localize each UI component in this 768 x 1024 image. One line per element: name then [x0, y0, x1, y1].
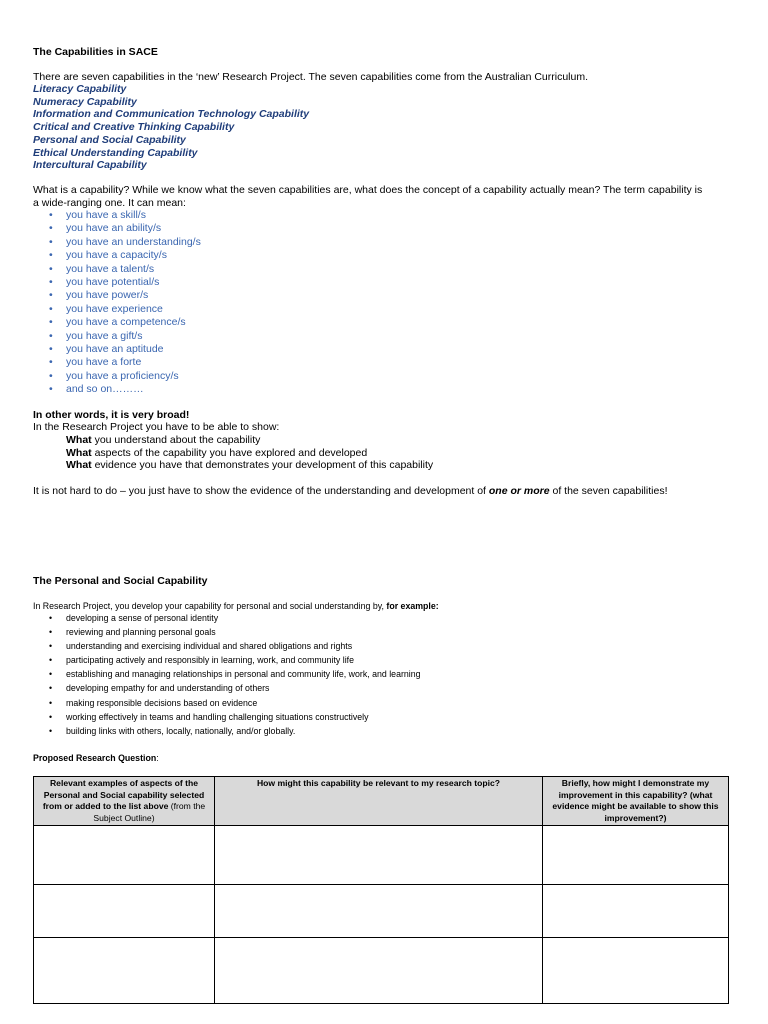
list-item: • you have a skill/s: [33, 209, 738, 222]
list-item: • developing empathy for and understanding of others: [33, 681, 738, 695]
capability-item: Numeracy Capability: [33, 95, 137, 108]
list-item: • you have a competence/s: [33, 316, 738, 329]
capability-item: Critical and Creative Thinking Capability: [33, 121, 235, 134]
list-item: • you have a talent/s: [33, 263, 738, 276]
header-demonstrate-improvement: Briefly, how might I demonstrate my improvement in this capability? (what evidence might be available to show this improvement?): [543, 777, 729, 826]
show-list: [33, 434, 738, 472]
list-item: • participating actively and responsibly in learning, work, and community life: [33, 653, 738, 667]
table-header-row: [34, 777, 729, 826]
header-text-normal: (from the Subject Outline): [93, 801, 206, 823]
capabilities-list: [33, 83, 738, 172]
list-item: • you have a capacity/s: [33, 249, 738, 262]
show-item-lead: What: [66, 434, 92, 446]
show-intro: In the Research Project you have to be able to show:: [33, 421, 280, 433]
question-line: What is a capability? While we know what the seven capabilities are, what does the concept of a capability actually mean? The term capability is: [33, 184, 703, 196]
show-item-rest: aspects of the capability you have explored and developed: [91, 446, 368, 459]
header-relevance: How might this capability be relevant to my research topic?: [215, 777, 543, 826]
show-item: [33, 459, 738, 472]
list-item: • you have a forte: [33, 356, 738, 369]
capability-item: Literacy Capability: [33, 83, 127, 95]
personal-social-examples-list: [33, 611, 738, 738]
show-item: [33, 434, 738, 447]
list-item: • you have a gift/s: [33, 330, 738, 343]
show-item: [33, 447, 738, 460]
proposed-label: Proposed Research Question: [33, 753, 157, 763]
show-item-rest: you understand about the capability: [91, 434, 261, 446]
proposed-research-question-label: [33, 753, 738, 763]
list-item: • making responsible decisions based on evidence: [33, 696, 738, 710]
intro-bold: for example:: [386, 601, 439, 611]
list-item: • you have a proficiency/s: [33, 370, 738, 383]
table-row: [34, 938, 729, 1004]
table-cell[interactable]: [543, 938, 729, 1004]
list-item: • you have an understanding/s: [33, 236, 738, 249]
table-cell[interactable]: [34, 885, 215, 938]
header-relevant-examples: [34, 777, 215, 826]
closing-text: It is not hard to do – you just have to show the evidence of the understanding and development of: [33, 485, 489, 497]
closing-text-end: of the seven capabilities!: [549, 485, 668, 497]
list-item: • building links with others, locally, nationally, and/or globally.: [33, 724, 738, 738]
list-item: • you have power/s: [33, 289, 738, 302]
proposed-colon: :: [156, 753, 159, 763]
table-cell[interactable]: [215, 885, 543, 938]
section-title-capabilities: The Capabilities in SACE: [33, 46, 158, 58]
capability-meanings-list: [33, 209, 738, 397]
table-cell[interactable]: [543, 826, 729, 885]
show-item-lead: What: [66, 446, 92, 459]
list-item: • you have potential/s: [33, 276, 738, 289]
table-cell[interactable]: [215, 826, 543, 885]
list-item: • understanding and exercising individual and shared obligations and rights: [33, 639, 738, 653]
capability-item: Intercultural Capability: [33, 159, 147, 172]
table-row: [34, 826, 729, 885]
capability-item: Information and Communication Technology Capability: [33, 108, 310, 121]
table-row: [34, 885, 729, 938]
list-item: • reviewing and planning personal goals: [33, 625, 738, 639]
table-cell[interactable]: [215, 938, 543, 1004]
broad-heading: In other words, it is very broad!: [33, 409, 190, 421]
list-item: • you have an ability/s: [33, 222, 738, 235]
header-text: Relevant examples of aspects of the Personal and Social capability selected from or added to the list above: [42, 778, 205, 812]
capability-item: Ethical Understanding Capability: [33, 146, 198, 159]
list-item: • you have an aptitude: [33, 343, 738, 356]
section-title-personal-social: The Personal and Social Capability: [33, 575, 208, 587]
intro-paragraph: There are seven capabilities in the ‘new’ Research Project. The seven capabilities come from the Australian Curriculum.: [33, 71, 589, 83]
capability-item: Personal and Social Capability: [33, 133, 186, 146]
table-cell[interactable]: [34, 826, 215, 885]
list-item: • and so on………: [33, 383, 738, 396]
question-line: a wide-ranging one. It can mean:: [33, 197, 186, 209]
closing-paragraph: [33, 485, 738, 498]
list-item: • you have experience: [33, 303, 738, 316]
list-item: • establishing and managing relationships in personal and community life, work, and learning: [33, 667, 738, 681]
question-paragraph: [33, 184, 738, 210]
show-item-rest: evidence you have that demonstrates your development of this capability: [91, 459, 434, 471]
intro-text: In Research Project, you develop your capability for personal and social understanding by,: [33, 601, 387, 611]
list-item: • developing a sense of personal identity: [33, 611, 738, 625]
show-item-lead: What: [66, 459, 92, 471]
closing-emphasis: one or more: [488, 485, 550, 497]
table-cell[interactable]: [34, 938, 215, 1004]
table-cell[interactable]: [543, 885, 729, 938]
list-item: • working effectively in teams and handling challenging situations constructively: [33, 710, 738, 724]
capability-planning-table: [33, 776, 729, 1004]
